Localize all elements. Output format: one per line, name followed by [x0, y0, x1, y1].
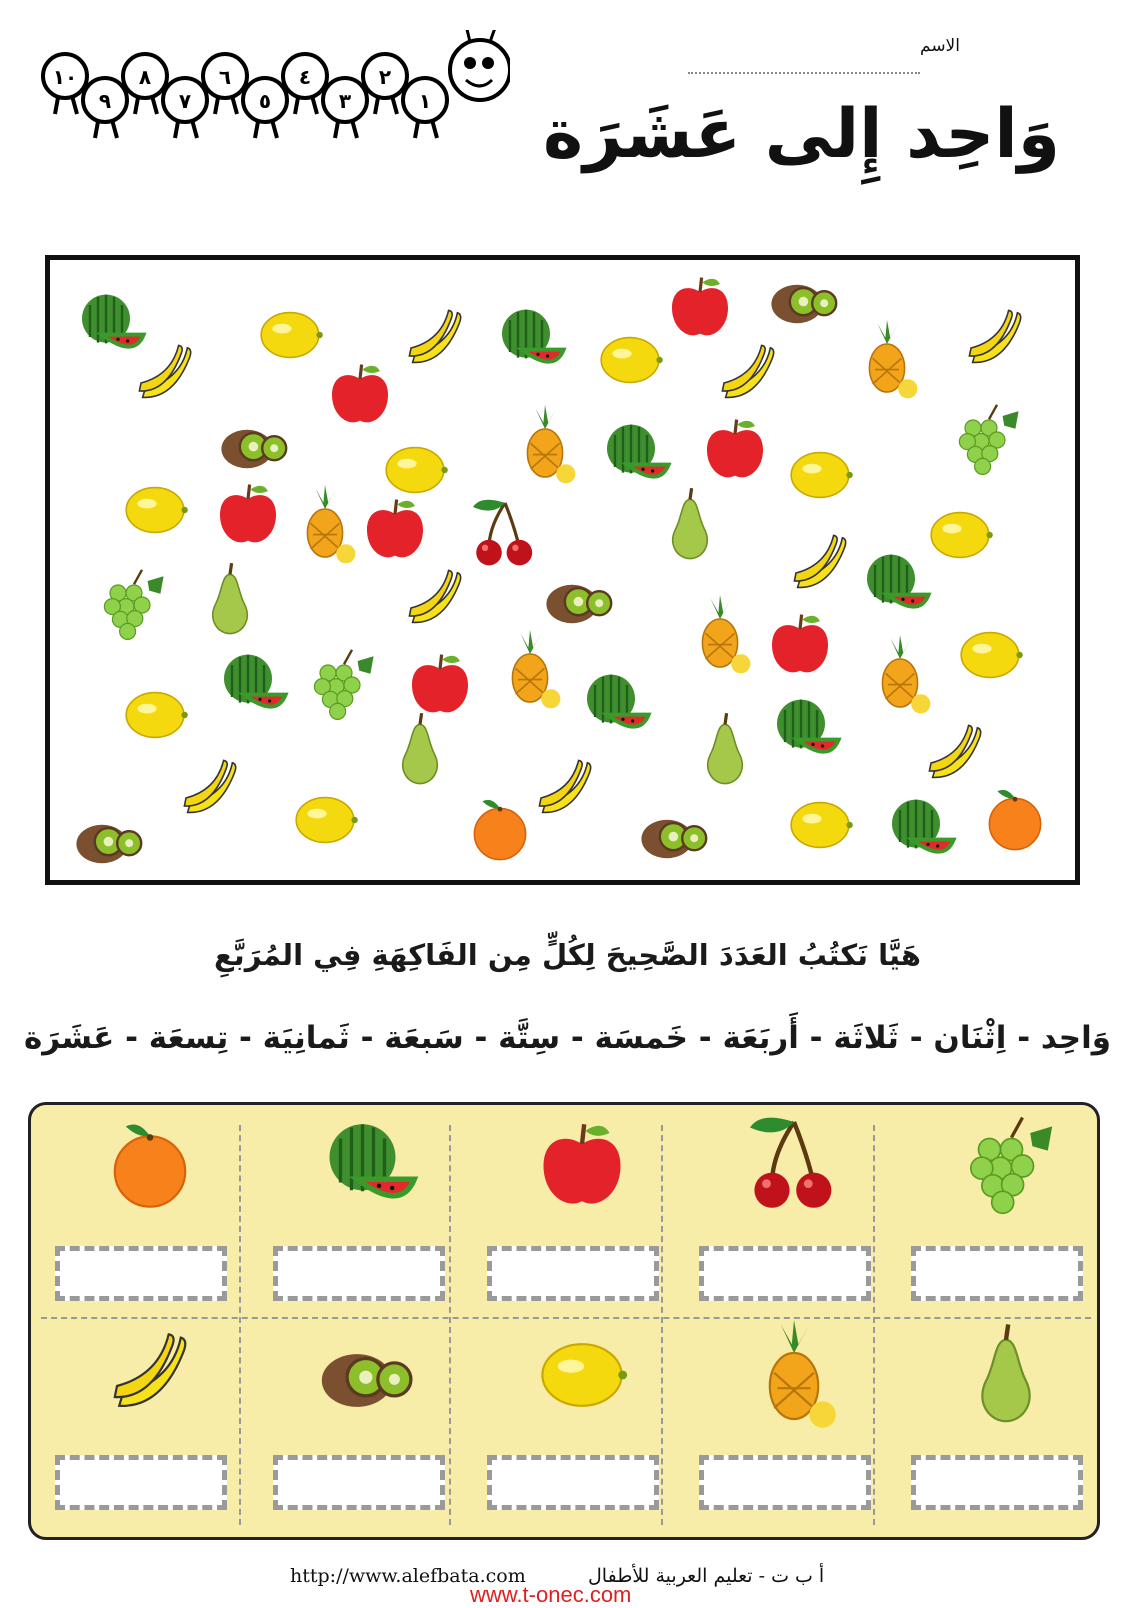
caterpillar-number: ٤	[298, 65, 312, 89]
watermelon-icon	[490, 300, 570, 380]
pineapple-icon	[285, 485, 365, 565]
lemon-icon	[590, 320, 670, 400]
grapes-icon	[90, 565, 170, 645]
caterpillar-number: ٧	[178, 89, 192, 113]
grapes-icon	[300, 645, 380, 725]
answer-cell-orange	[45, 1111, 245, 1311]
kiwi-icon	[215, 405, 295, 485]
apple-icon	[208, 475, 288, 555]
answer-box-apple[interactable]	[487, 1246, 659, 1301]
answer-cell-watermelon	[263, 1111, 463, 1311]
grapes-icon	[945, 400, 1025, 480]
banana-icon	[395, 300, 475, 380]
pear-icon	[190, 560, 270, 640]
orange-icon	[975, 780, 1055, 860]
pear-icon	[685, 710, 765, 790]
pineapple-icon	[847, 320, 927, 400]
kiwi-icon	[540, 560, 620, 640]
answer-box-kiwi[interactable]	[273, 1455, 445, 1510]
answer-box-pear[interactable]	[911, 1455, 1083, 1510]
lemon-icon	[920, 495, 1000, 575]
caterpillar-number: ١	[418, 89, 432, 113]
banana-icon	[708, 335, 788, 415]
number-words: وَاحِد - اِثْنَان - ثَلاثَة - أَربَعَة - خَمسَة - سِتَّة - سَبعَة - ثَمانِيَة - تِسعَة - عَشَرَة	[23, 1020, 1112, 1056]
answer-cell-lemon	[477, 1320, 677, 1520]
cherry-icon	[465, 495, 545, 575]
answer-cell-cherry	[689, 1111, 889, 1311]
banana-icon	[95, 1320, 205, 1430]
caterpillar-number: ٥	[258, 89, 272, 113]
answer-cell-apple	[477, 1111, 677, 1311]
answer-box-watermelon[interactable]	[273, 1246, 445, 1301]
kiwi-icon	[70, 800, 150, 880]
footer-caption: أ ب ت - تعليم العربية للأطفال	[588, 1565, 825, 1587]
kiwi-icon	[635, 795, 715, 875]
number-caterpillar	[30, 30, 510, 150]
answer-cell-pineapple	[689, 1320, 889, 1520]
answer-box-cherry[interactable]	[699, 1246, 871, 1301]
answer-box-pineapple[interactable]	[699, 1455, 871, 1510]
watermelon-icon	[595, 415, 675, 495]
pear-icon	[951, 1320, 1061, 1430]
caterpillar-number: ٩	[98, 89, 112, 113]
answer-box-banana[interactable]	[55, 1455, 227, 1510]
pear-icon	[650, 485, 730, 565]
pineapple-icon	[505, 405, 585, 485]
answer-panel	[28, 1102, 1100, 1540]
pineapple-icon	[490, 630, 570, 710]
fruit-counting-box	[45, 255, 1080, 885]
pineapple-icon	[860, 635, 940, 715]
grapes-icon	[951, 1111, 1061, 1221]
caterpillar-number: ٨	[138, 65, 152, 89]
orange-icon	[460, 790, 540, 870]
answer-cell-kiwi	[263, 1320, 463, 1520]
pineapple-icon	[739, 1320, 849, 1430]
lemon-icon	[285, 780, 365, 860]
kiwi-icon	[313, 1320, 423, 1430]
apple-icon	[760, 605, 840, 685]
banana-icon	[780, 525, 860, 605]
pear-icon	[380, 710, 460, 790]
caterpillar-head-icon	[450, 30, 510, 100]
page-title: وَاحِد إِلى عَشَرَة	[543, 95, 1060, 174]
banana-icon	[170, 750, 250, 830]
banana-icon	[395, 560, 475, 640]
answer-cell-pear	[901, 1320, 1101, 1520]
caterpillar-number: ٣	[338, 89, 352, 113]
lemon-icon	[250, 295, 330, 375]
watermelon-icon	[575, 665, 655, 745]
watermelon-icon	[880, 790, 960, 870]
watermelon-icon	[765, 690, 845, 770]
banana-icon	[125, 335, 205, 415]
pineapple-icon	[680, 595, 760, 675]
answer-box-grapes[interactable]	[911, 1246, 1083, 1301]
footer-url[interactable]: http://www.alefbata.com	[290, 1565, 526, 1587]
answer-box-orange[interactable]	[55, 1246, 227, 1301]
apple-icon	[320, 355, 400, 435]
caterpillar-number: ١٠	[52, 65, 78, 89]
apple-icon	[527, 1111, 637, 1221]
cherry-icon	[739, 1111, 849, 1221]
lemon-icon	[115, 675, 195, 755]
name-label: الاسم	[920, 36, 960, 56]
caterpillar-number: ٦	[218, 65, 232, 89]
lemon-icon	[780, 785, 860, 865]
apple-icon	[355, 490, 435, 570]
lemon-icon	[950, 615, 1030, 695]
watermark: www.t-onec.com	[470, 1582, 632, 1607]
name-line[interactable]	[688, 72, 920, 74]
answer-cell-banana	[45, 1320, 245, 1520]
watermelon-icon	[313, 1111, 423, 1221]
apple-icon	[695, 410, 775, 490]
caterpillar-number: ٢	[378, 65, 392, 89]
instruction-text: هَيَّا نَكتُبُ العَدَدَ الصَّحِيحَ لِكُلٍّ مِن الفَاكِهَةِ فِي المُرَبَّعِ	[214, 938, 921, 972]
lemon-icon	[527, 1320, 637, 1430]
banana-icon	[955, 300, 1035, 380]
kiwi-icon	[765, 260, 845, 340]
lemon-icon	[115, 470, 195, 550]
answer-cell-grapes	[901, 1111, 1101, 1311]
watermelon-icon	[212, 645, 292, 725]
answer-box-lemon[interactable]	[487, 1455, 659, 1510]
orange-icon	[95, 1111, 205, 1221]
lemon-icon	[780, 435, 860, 515]
